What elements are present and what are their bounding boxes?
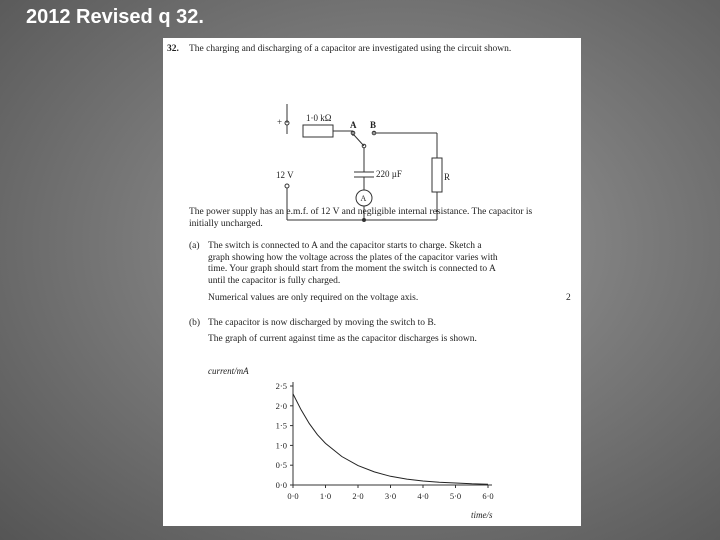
part-a-line: The switch is connected to A and the capacitor starts to charge. Sketch a [208,241,482,251]
supply-voltage-label: 12 V [276,170,294,180]
resistor-1k [303,125,333,137]
x-tick-label: 2·0 [352,491,364,501]
y-tick-label: 2·5 [275,381,287,391]
capacitor-label: 220 µF [376,169,402,179]
y-tick-label: 1·0 [275,440,287,451]
part-a-line: time. Your graph should start from the moment the switch is connected to A [208,264,496,274]
part-b-line2: The graph of current against time as the capacitor discharges is shown. [208,334,477,344]
resistor-r [432,158,442,192]
part-b-line1: The capacitor is now discharged by moving the switch to B. [208,318,437,328]
y-tick-label: 2·0 [275,400,287,411]
slide-title: 2012 Revised q 32. [26,6,204,28]
exam-page [163,38,581,526]
x-tick-label: 1·0 [319,491,332,501]
part-a-note: Numerical values are only required on the voltage axis. [208,293,419,303]
resistor-label: 1·0 kΩ [306,113,332,123]
discharge-graph [203,360,503,526]
part-a-line: until the capacitor is fully charged. [208,275,341,286]
x-axis-label: time/s [471,510,493,520]
part-a-marks: 2 [566,293,571,303]
x-tick-label: 3·0 [384,491,397,501]
circuit-diagram [263,76,503,226]
part-b-label: (b) [189,318,201,328]
part-a-line: graph showing how the voltage across the plates of the capacitor varies with [208,252,498,263]
part-a-label: (a) [189,241,200,251]
switch-b-label: B [370,120,377,130]
switch-arm [354,135,364,146]
supply-plus-label: + [277,117,283,127]
supply-terminal-minus [285,184,289,188]
resistor-r-label: R [444,172,451,182]
switch-a-label: A [350,120,357,130]
y-tick-label: 0·5 [275,460,287,471]
question-number: 32. [167,44,179,54]
y-tick-label: 1·5 [275,420,287,431]
supply-description: The power supply has an e.m.f. of 12 V and negligible internal resistance. The capacitor is initially uncharged. [189,207,533,229]
x-tick-label: 4·0 [417,491,429,501]
y-tick-label: 0·0 [275,480,287,490]
x-tick-label: 0·0 [287,491,299,501]
x-tick-label: 6·0 [482,491,494,501]
ammeter-label: A [360,194,367,203]
y-axis-label: current/mA [208,366,249,376]
question-intro: The charging and discharging of a capacitor are investigated using the circuit shown. [189,44,512,54]
discharge-curve [293,394,488,484]
x-tick-label: 5·0 [449,491,462,501]
part-a-text [208,241,553,287]
